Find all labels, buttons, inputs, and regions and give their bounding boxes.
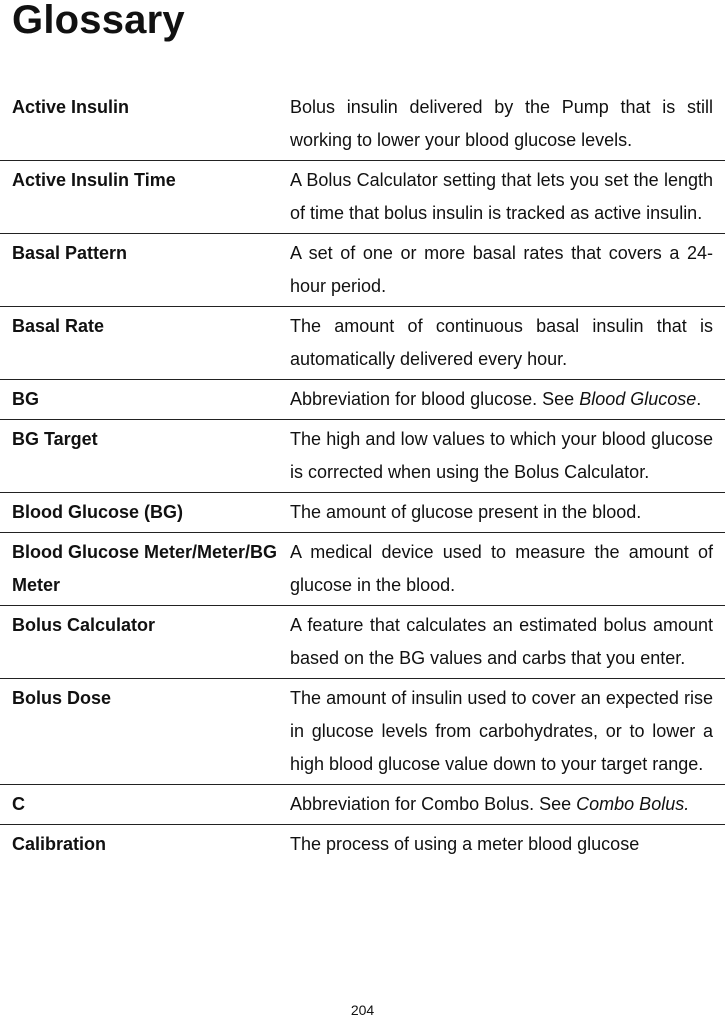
glossary-term: Basal Pattern: [12, 243, 128, 263]
glossary-definition: The high and low values to which your blood glucose is corrected when using the Bolus Calculator.: [290, 429, 713, 482]
glossary-definition: [290, 383, 713, 416]
glossary-term: Bolus Calculator: [12, 615, 156, 635]
glossary-entry-basal-rate: [0, 307, 725, 380]
glossary-term: Bolus Dose: [12, 688, 112, 708]
glossary-definition: The amount of insulin used to cover an expected rise in glucose levels from carbohydrates, or to lower a high blood glucose value down to your target range.: [290, 688, 713, 774]
definition-text: Abbreviation for Combo Bolus. See: [290, 794, 577, 814]
glossary-definition: The amount of continuous basal insulin that is automatically delivered every hour.: [290, 316, 713, 369]
glossary-term: BG: [12, 389, 39, 409]
glossary-term: Blood Glucose (BG): [12, 502, 183, 522]
glossary-entry-bolus-calculator: [0, 606, 725, 679]
glossary-entry-active-insulin-time: [0, 161, 725, 234]
glossary-term: Active Insulin Time: [12, 170, 176, 190]
glossary-definition: [290, 788, 713, 821]
glossary-entry-active-insulin: [0, 88, 725, 161]
glossary-definition: The process of using a meter blood glucose: [290, 834, 640, 854]
glossary-definition: A feature that calculates an estimated bolus amount based on the BG values and carbs that you enter.: [290, 615, 713, 668]
glossary-term: BG Target: [12, 429, 98, 449]
glossary-definition: A medical device used to measure the amount of glucose in the blood.: [290, 542, 713, 595]
glossary-entry-basal-pattern: [0, 234, 725, 307]
glossary-entry-c: [0, 785, 725, 825]
glossary-term: Active Insulin: [12, 97, 130, 117]
glossary-entry-bolus-dose: [0, 679, 725, 785]
glossary-entry-bg-target: [0, 420, 725, 493]
glossary-entry-bg: [0, 380, 725, 420]
glossary-term: Blood Glucose Meter/Meter/BG Meter: [12, 542, 278, 595]
definition-text: Abbreviation for blood glucose. See: [290, 389, 580, 409]
glossary-term: Calibration: [12, 834, 107, 854]
glossary-definition: A set of one or more basal rates that covers a 24-hour period.: [290, 243, 713, 296]
glossary-entry-blood-glucose-meter: [0, 533, 725, 606]
page-number: 204: [350, 1002, 375, 1018]
glossary-entry-calibration: [0, 825, 725, 864]
glossary-term: Basal Rate: [12, 316, 105, 336]
glossary-definition: Bolus insulin delivered by the Pump that is still working to lower your blood glucose levels.: [290, 97, 713, 150]
cross-reference: Blood Glucose: [579, 389, 697, 409]
page-title: Glossary: [12, 0, 185, 42]
glossary-definition: The amount of glucose present in the blood.: [290, 502, 642, 522]
cross-reference: Combo Bolus.: [576, 794, 690, 814]
definition-suffix: .: [696, 389, 702, 409]
glossary-term: C: [12, 794, 25, 814]
glossary-definition: A Bolus Calculator setting that lets you set the length of time that bolus insulin is tracked as active insulin.: [290, 170, 713, 223]
glossary-table: [0, 88, 725, 864]
glossary-entry-blood-glucose: [0, 493, 725, 533]
